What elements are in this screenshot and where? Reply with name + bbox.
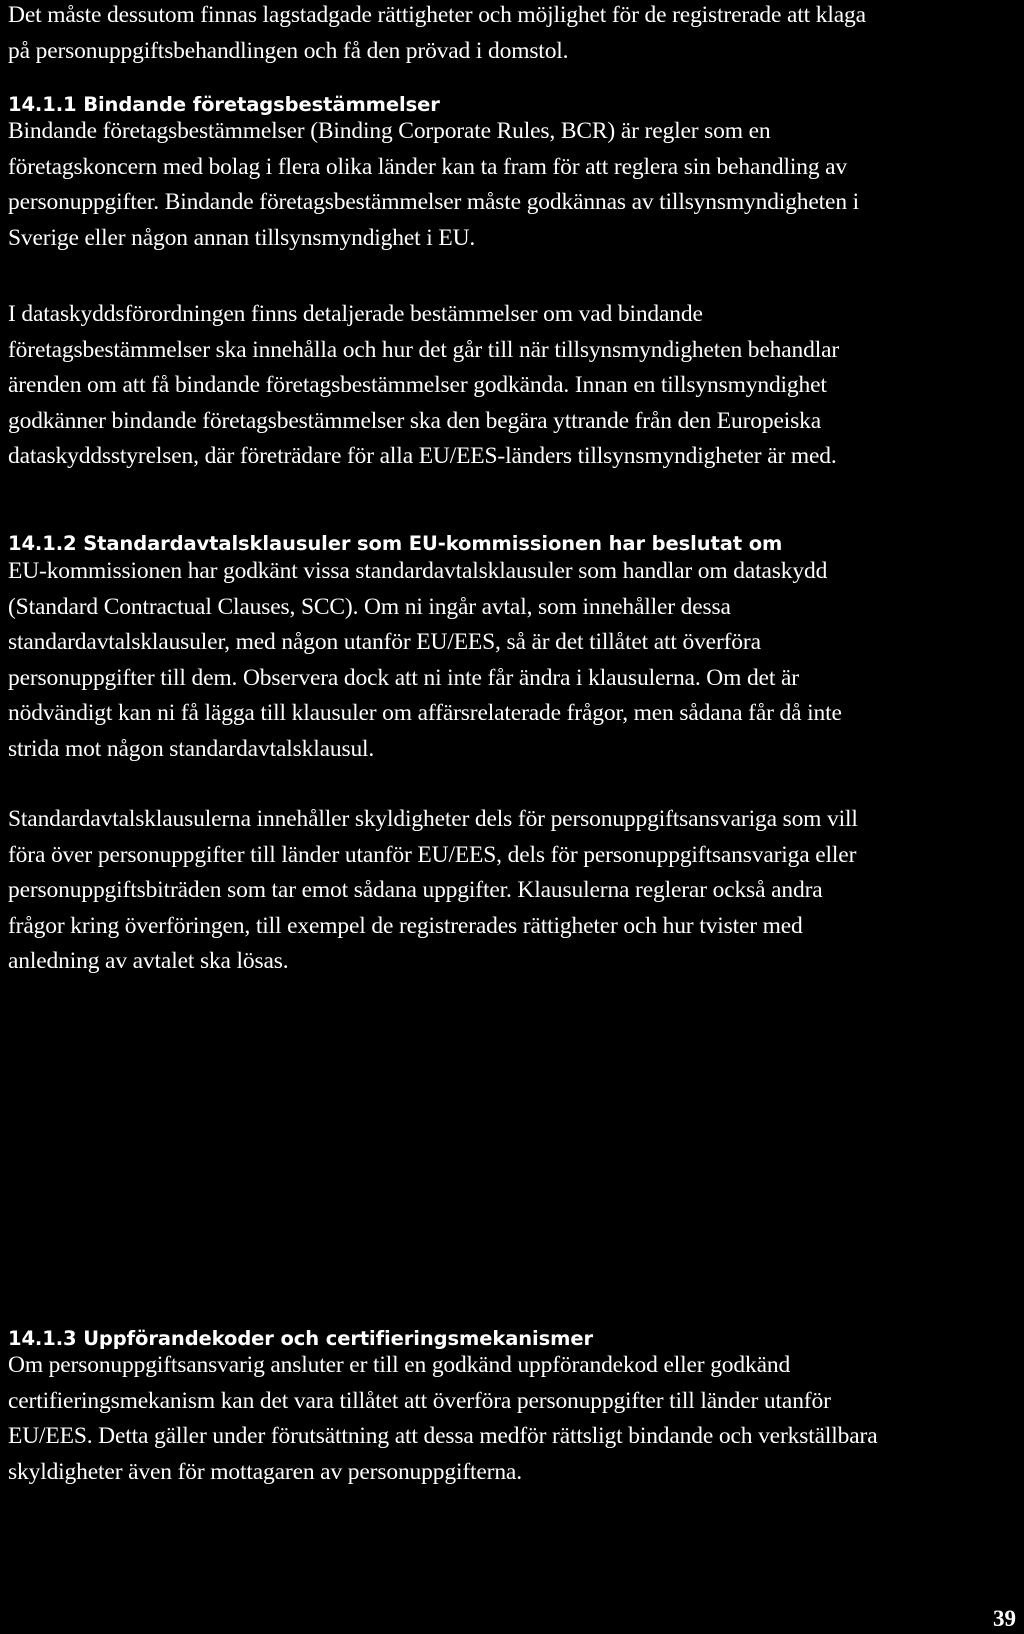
text-line: godkänner bindande företagsbestämmelser ska den begära yttrande från den Europeiska <box>8 407 821 434</box>
text-line: I dataskyddsförordningen finns detaljerade bestämmelser om vad bindande <box>8 301 703 327</box>
text-line: Sverige eller någon annan tillsynsmyndighet i EU. <box>8 224 476 251</box>
text-line: strida mot någon standardavtalsklausul. <box>8 735 375 762</box>
text-line: EU/EES. Detta gäller under förutsättning att dessa medför rättsligt bindande och verkställbara <box>8 1423 878 1449</box>
section-14-1-1-paragraph-2 <box>8 297 1018 475</box>
text-line: EU-kommissionen har godkänt vissa standardavtalsklausuler som handlar om dataskydd <box>8 558 828 584</box>
intro-paragraph <box>8 0 1018 69</box>
text-line: Standardavtalsklausulerna innehåller skyldigheter dels för personuppgiftsansvariga som vill <box>8 806 858 832</box>
text-line: företagskoncern med bolag i flera olika länder kan ta fram för att reglera sin behandling av <box>8 153 848 180</box>
text-line: frågor kring överföringen, till exempel de registrerades rättigheter och hur tvister med <box>8 912 803 939</box>
text-line: företagsbestämmelser ska innehålla och hur det går till när tillsynsmyndigheten behandlar <box>8 336 840 363</box>
text-line: föra över personuppgifter till länder utanför EU/EES, dels för personuppgiftsansvariga eller <box>8 841 857 868</box>
section-title: Uppförandekoder och certifieringsmekanismer <box>83 1327 593 1350</box>
section-number: 14.1.2 <box>8 532 77 555</box>
section-title: Standardavtalsklausuler som EU-kommissionen har beslutat om <box>83 532 783 555</box>
text-line: personuppgifter till dem. Observera dock att ni inte får ändra i klausulerna. Om det är <box>8 664 799 691</box>
section-14-1-2-paragraph-1 <box>8 554 1018 767</box>
section-title: Bindande företagsbestämmelser <box>83 93 440 116</box>
section-number: 14.1.1 <box>8 93 77 116</box>
text-line: standardavtalsklausuler, med någon utanför EU/EES, så är det tillåtet att överföra <box>8 629 761 655</box>
section-14-1-3-paragraph-1 <box>8 1348 1018 1490</box>
text-line: personuppgifter. Bindande företagsbestämmelser måste godkännas av tillsynsmyndigheten i <box>8 189 860 215</box>
text-line: på personuppgiftsbehandlingen och få den prövad i domstol. <box>8 37 569 64</box>
page-number: 39 <box>993 1606 1016 1631</box>
section-number: 14.1.3 <box>8 1327 77 1350</box>
text-line: skyldigheter även för mottagaren av personuppgifterna. <box>8 1458 522 1485</box>
text-line: (Standard Contractual Clauses, SCC). Om ni ingår avtal, som innehåller dessa <box>8 593 731 620</box>
text-line: anledning av avtalet ska lösas. <box>8 948 289 974</box>
text-line: nödvändigt kan ni få lägga till klausuler om affärsrelaterade frågor, men sådana får då inte <box>8 700 842 726</box>
text-line: personuppgiftsbiträden som tar emot sådana uppgifter. Klausulerna reglerar också andra <box>8 877 823 903</box>
text-line: Det måste dessutom finnas lagstadgade rättigheter och möjlighet för de registrerade att klaga <box>8 2 866 28</box>
text-line: certifieringsmekanism kan det vara tillåtet att överföra personuppgifter till länder utanför <box>8 1387 831 1414</box>
text-line: ärenden om att få bindande företagsbestämmelser godkända. Innan en tillsynsmyndighet <box>8 372 827 398</box>
section-14-1-2-paragraph-2 <box>8 802 1018 980</box>
text-line: Om personuppgiftsansvarig ansluter er till en godkänd uppförandekod eller godkänd <box>8 1352 791 1378</box>
text-line: Bindande företagsbestämmelser (Binding Corporate Rules, BCR) är regler som en <box>8 118 771 144</box>
text-line: dataskyddsstyrelsen, där företrädare för alla EU/EES-länders tillsynsmyndigheter är med. <box>8 443 837 469</box>
section-14-1-1-paragraph-1 <box>8 114 1018 256</box>
